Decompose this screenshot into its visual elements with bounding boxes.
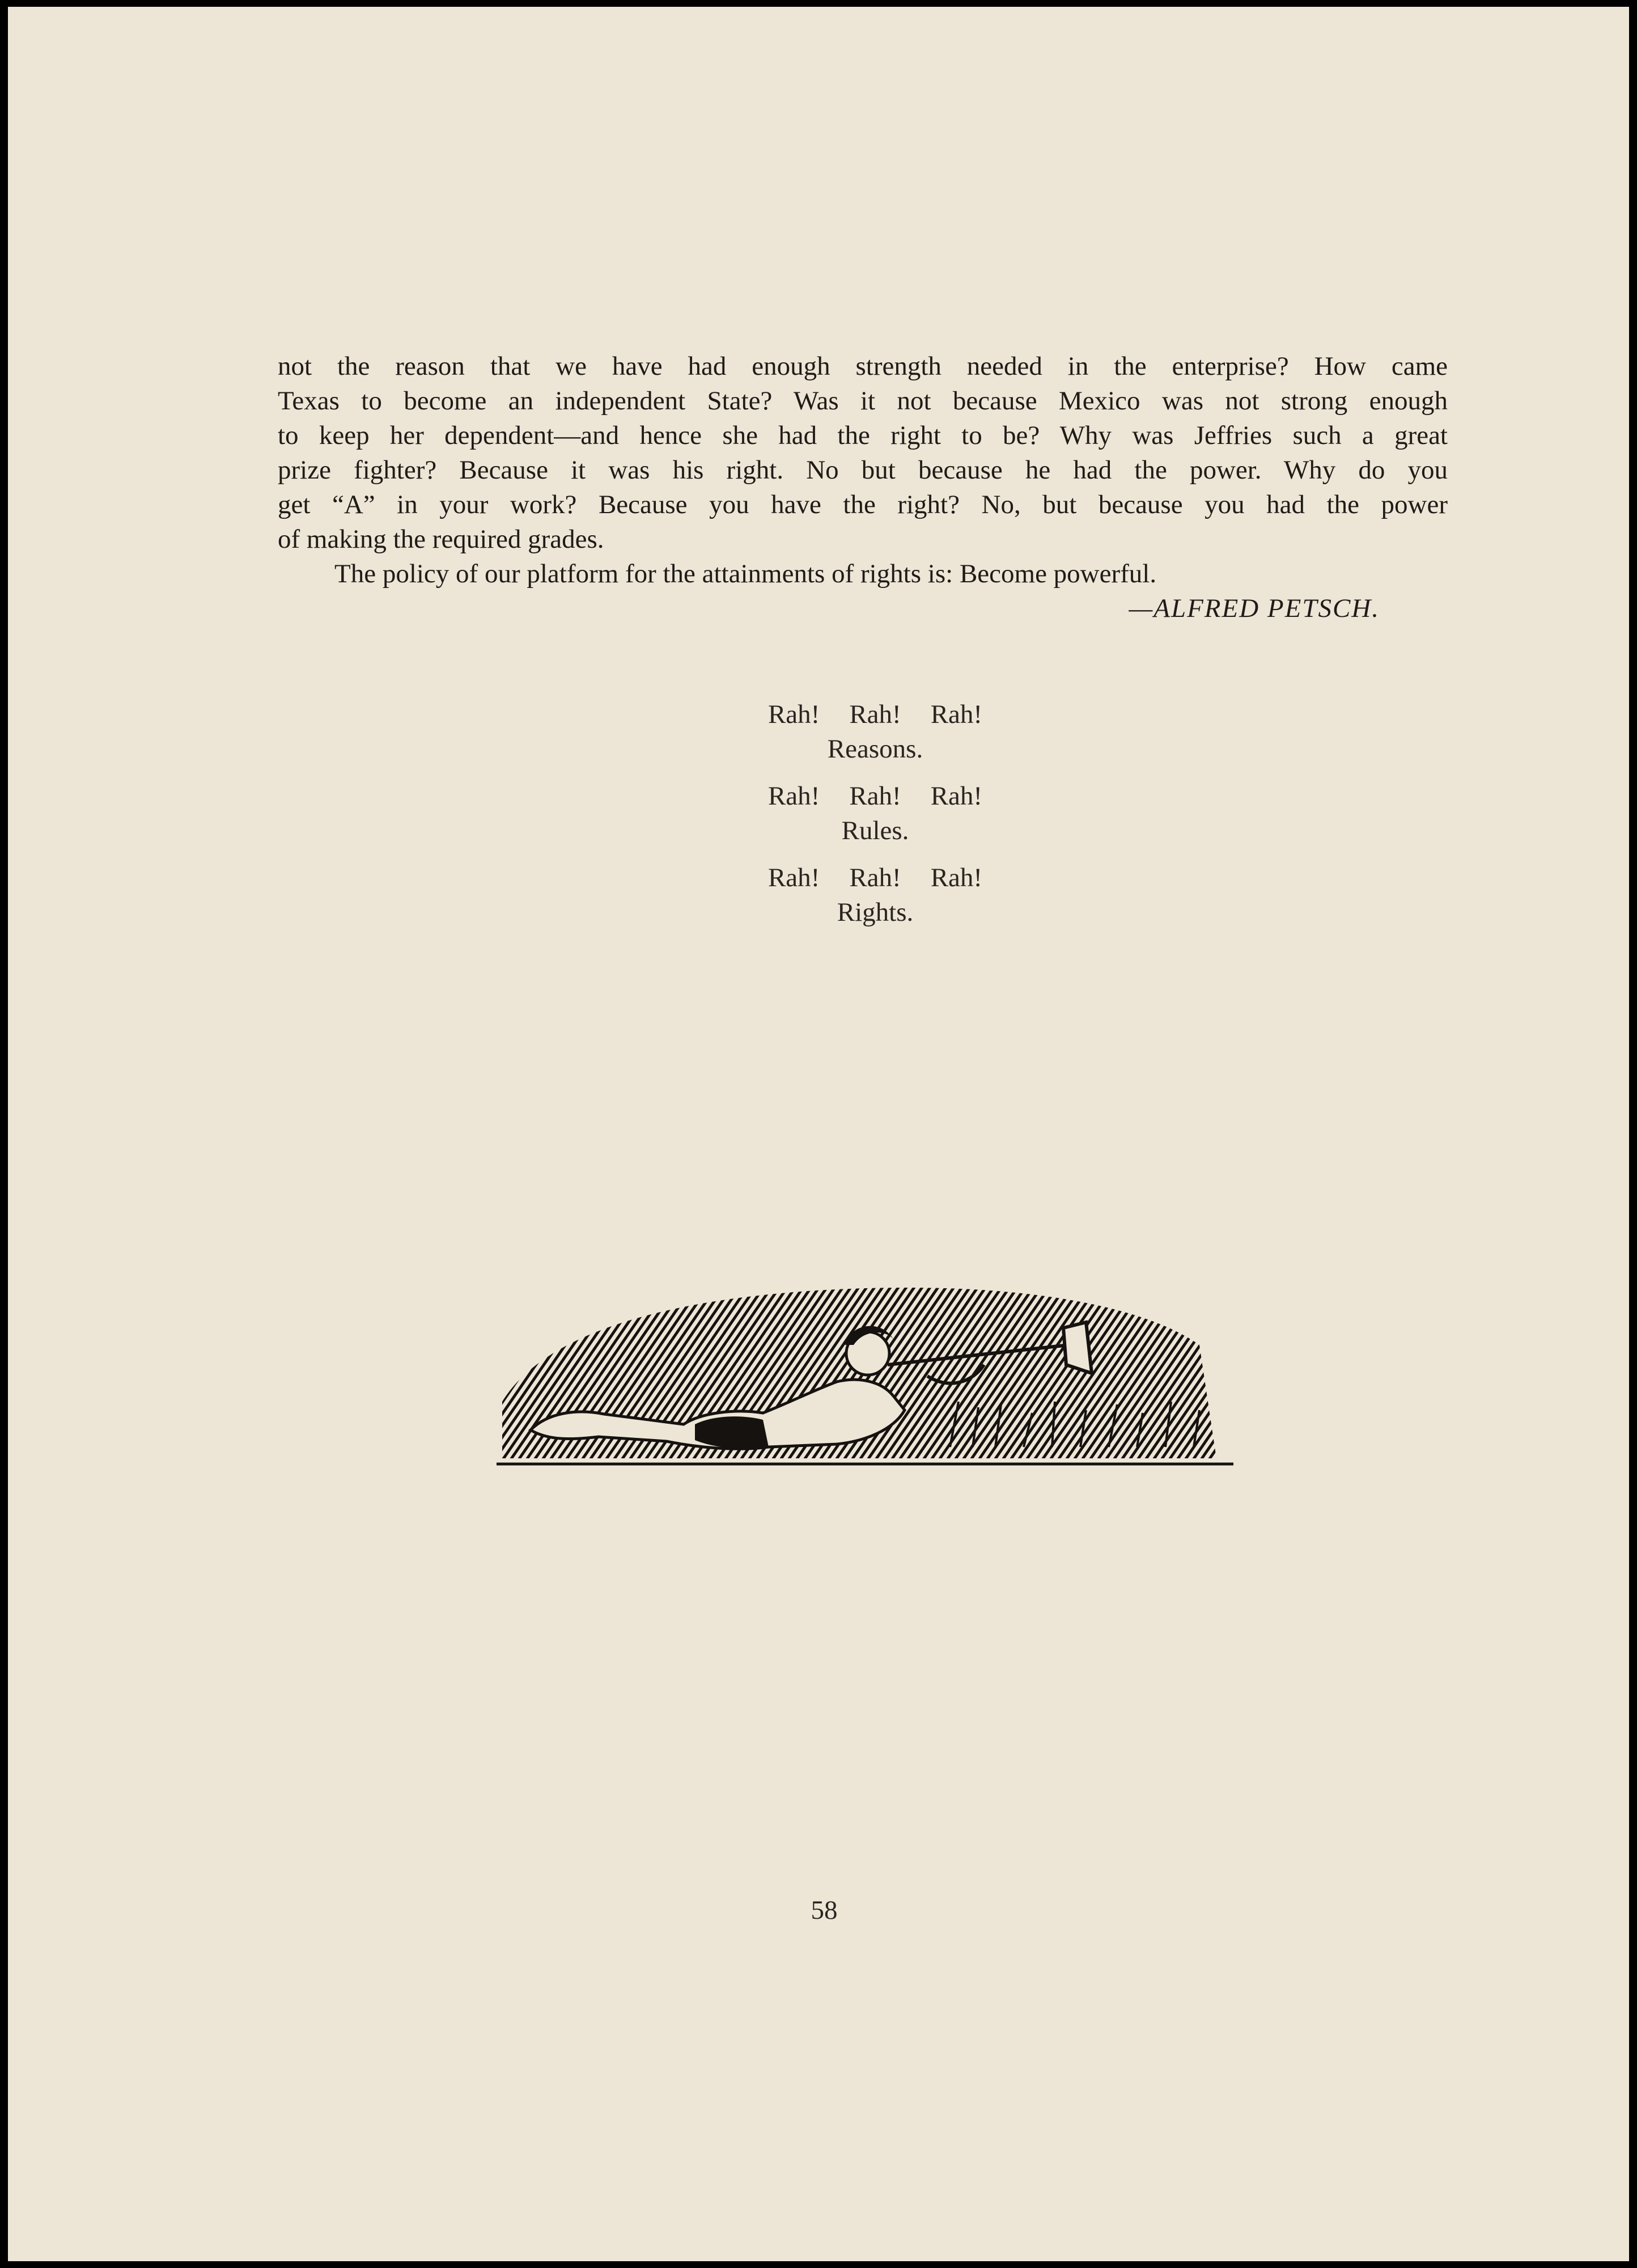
article-line: Texas to become an independent State? Was it not because Mexico was not strong enough [278, 386, 1448, 416]
cheer-block [671, 697, 1079, 942]
rah-text: Rah! [767, 863, 820, 892]
closing-sentence: The policy of our platform for the attainments of rights is: Become powerful. [334, 559, 1157, 589]
author-signature: —ALFRED PETSCH. [1129, 594, 1380, 623]
cheer-group [671, 861, 1079, 930]
cheer-group [671, 697, 1079, 767]
rah-text: Rah! [849, 700, 901, 729]
cheer-word: Rights. [837, 898, 914, 927]
rah-row [671, 697, 1079, 732]
bugler-illustration [497, 1260, 1233, 1475]
rah-row [671, 779, 1079, 814]
rah-text: Rah! [930, 781, 983, 811]
hatch-stroke [1222, 1260, 1233, 1475]
rah-row [671, 861, 1079, 895]
book-page [8, 7, 1629, 2261]
cheer-word: Rules. [841, 816, 909, 845]
rah-text: Rah! [930, 700, 983, 729]
article-line: to keep her dependent—and hence she had the right to be? Why was Jeffries such a great [278, 421, 1448, 450]
hatch-stroke [1214, 1260, 1233, 1475]
rah-text: Rah! [849, 863, 901, 892]
cheer-group [671, 779, 1079, 848]
hatch-stroke [1230, 1260, 1233, 1475]
page-number: 58 [811, 1895, 838, 1925]
rah-text: Rah! [849, 781, 901, 811]
article-text [278, 349, 1448, 626]
rah-text: Rah! [767, 700, 820, 729]
article-line: of making the required grades. [278, 524, 604, 554]
article-line: not the reason that we have had enough strength needed in the enterprise? How came [278, 352, 1448, 381]
rah-text: Rah! [930, 863, 983, 892]
rah-text: Rah! [767, 781, 820, 811]
article-line: get “A” in your work? Because you have the right? No, but because you had the power [278, 490, 1448, 519]
cheer-word: Reasons. [827, 734, 923, 764]
article-line: prize fighter? Because it was his right. No but because he had the power. Why do you [278, 455, 1448, 485]
